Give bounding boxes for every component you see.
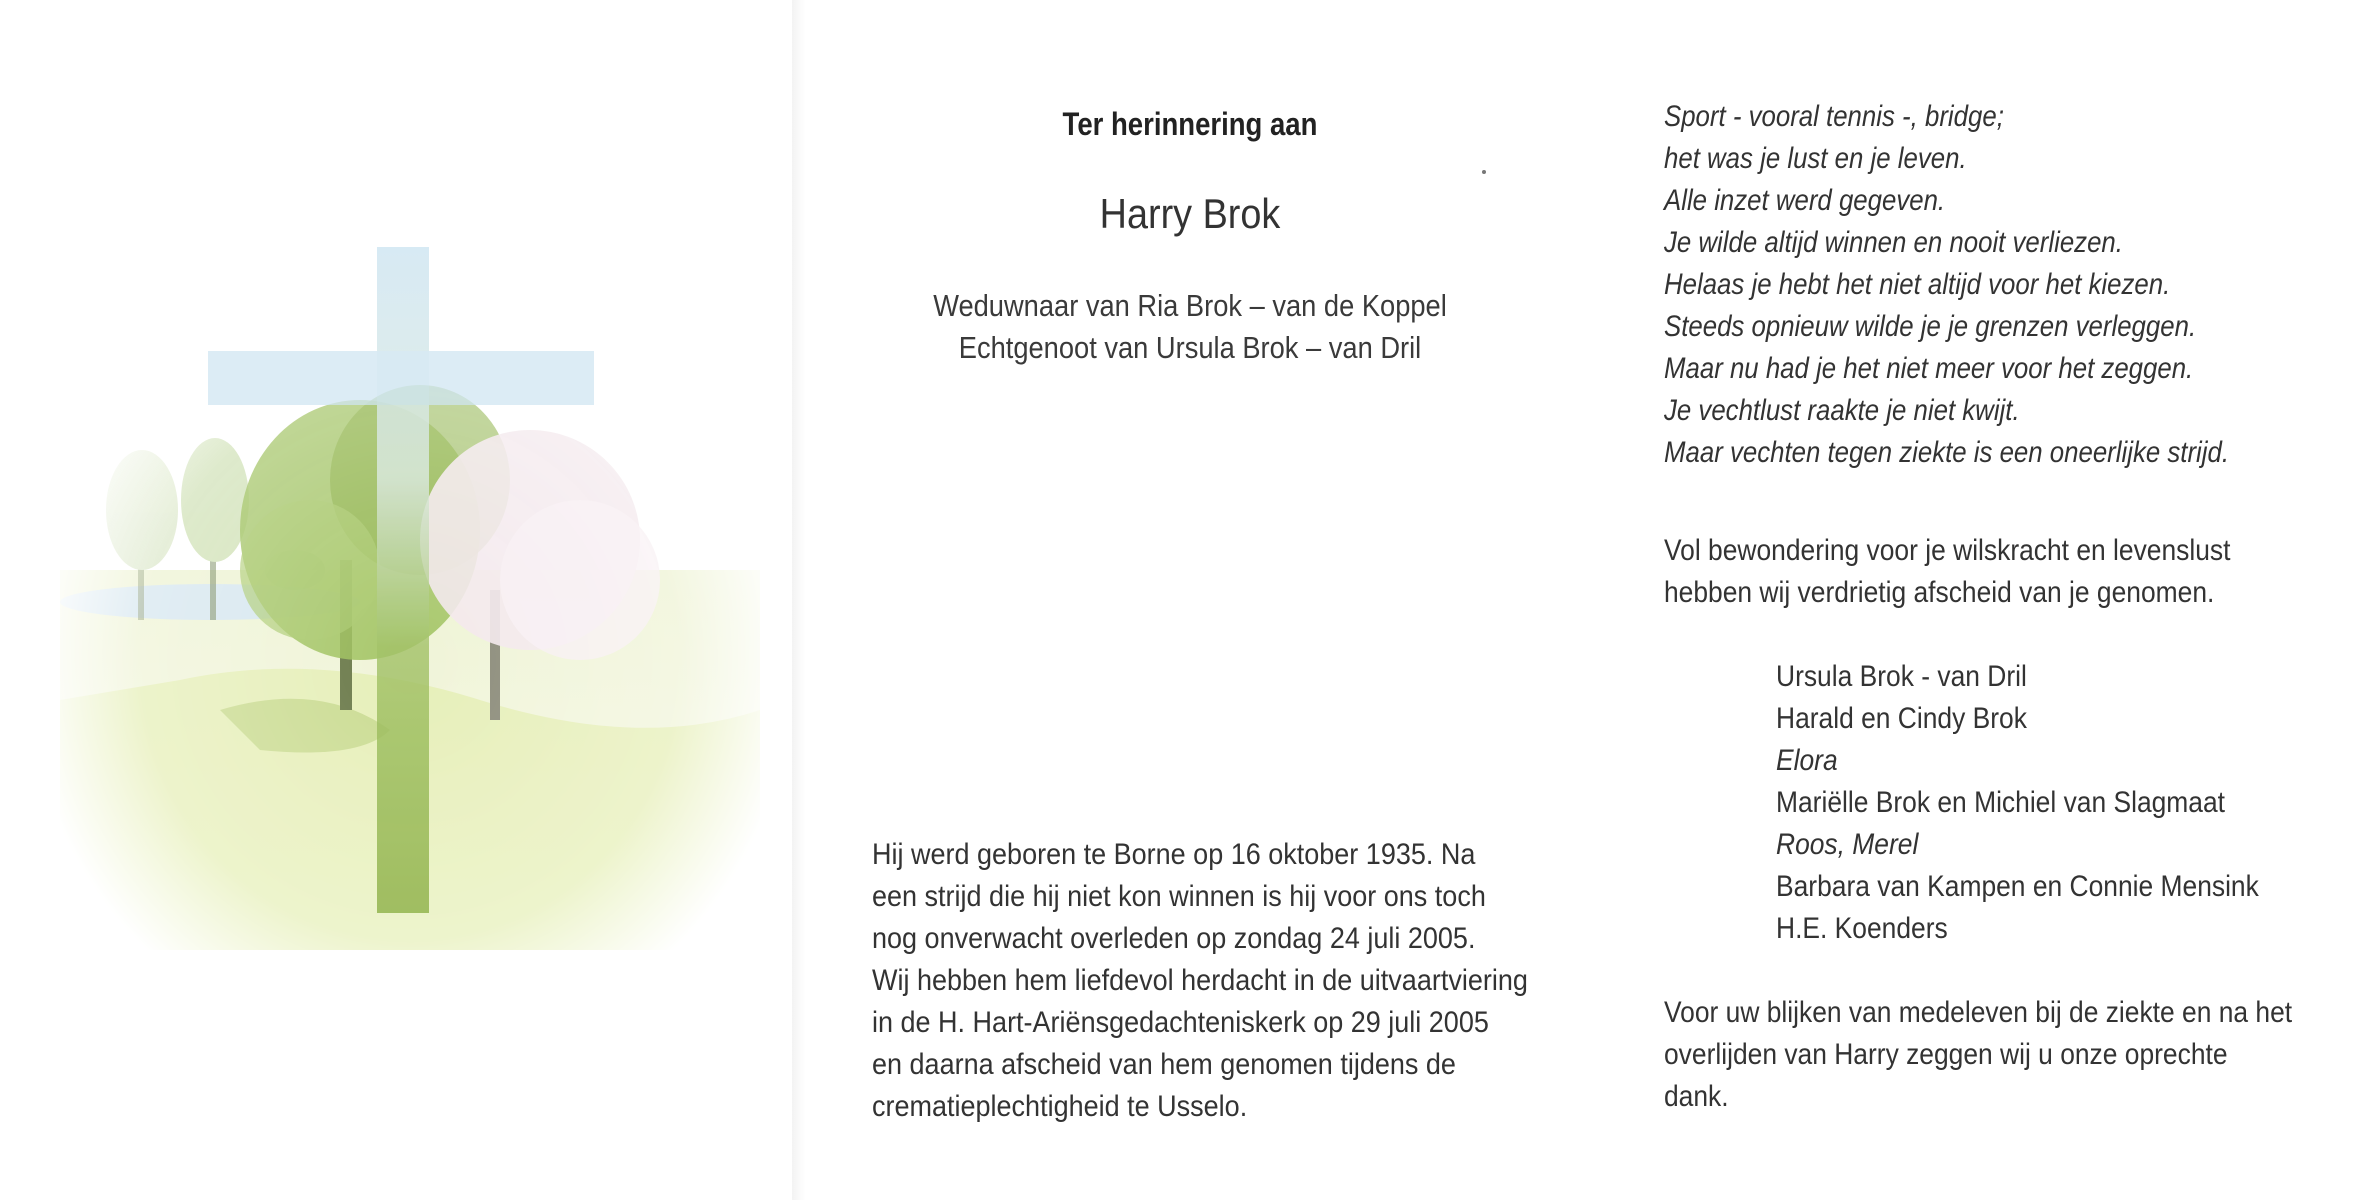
card-fold (792, 0, 806, 1200)
family-member: Barbara van Kampen en Connie Mensink (1776, 870, 2259, 903)
bio-line: Wij hebben hem liefdevol herdacht in de uitvaartviering (872, 964, 1528, 997)
bio-line: in de H. Hart-Ariënsgedachteniskerk op 29 juli 2005 (872, 1006, 1489, 1039)
poem-line: Maar nu had je het niet meer voor het zeggen. (1664, 352, 2194, 385)
bio-line: nog onverwacht overleden op zondag 24 juli 2005. (872, 922, 1476, 955)
poem-line: Steeds opnieuw wilde je je grenzen verleggen. (1664, 310, 2197, 343)
family-list (1776, 656, 2325, 950)
tribute-text (1664, 530, 2308, 614)
poem-line: Je vechtlust raakte je niet kwijt. (1664, 394, 2020, 427)
tribute-line: Vol bewondering voor je wilskracht en levenslust (1664, 534, 2231, 567)
relation-line-1: Weduwnaar van Ria Brok – van de Koppel (933, 288, 1447, 323)
card-left-panel (0, 0, 792, 1200)
deceased-name: Harry Brok (1099, 190, 1281, 237)
poem-line: het was je lust en je leven. (1664, 142, 1967, 175)
poem-line: Helaas je hebt het niet altijd voor het kiezen. (1664, 268, 2171, 301)
poem-line: Je wilde altijd winnen en nooit verliezen. (1664, 226, 2123, 259)
thanks-line: dank. (1664, 1080, 1729, 1113)
family-member: H.E. Koenders (1776, 912, 1948, 945)
family-member: Roos, Merel (1776, 828, 1919, 861)
family-member: Harald en Cindy Brok (1776, 702, 2027, 735)
poem (1664, 96, 2321, 474)
family-member: Elora (1776, 744, 1838, 777)
thanks-text (1664, 992, 2377, 1118)
family-member: Mariëlle Brok en Michiel van Slagmaat (1776, 786, 2226, 819)
relation-line-2: Echtgenoot van Ursula Brok – van Dril (958, 330, 1422, 365)
bio-line: en daarna afscheid van hem genomen tijdens de (872, 1048, 1456, 1081)
biography (872, 834, 1532, 1128)
cross-landscape-illustration (60, 230, 760, 950)
poem-line: Maar vechten tegen ziekte is een oneerlijke strijd. (1664, 436, 2230, 469)
bio-line: een strijd die hij niet kon winnen is hij voor ons toch (872, 880, 1486, 913)
bio-line: Hij werd geboren te Borne op 16 oktober 1935. Na (872, 838, 1476, 871)
bio-line: crematieplechtigheid te Usselo. (872, 1090, 1248, 1123)
tribute-line: hebben wij verdrietig afscheid van je genomen. (1664, 576, 2215, 609)
poem-line: Sport - vooral tennis -, bridge; (1664, 100, 2004, 133)
thanks-line: Voor uw blijken van medeleven bij de ziekte en na het (1664, 996, 2293, 1029)
memorial-heading: Ter herinnering aan (1062, 106, 1318, 142)
thanks-line: overlijden van Harry zeggen wij u onze oprechte (1664, 1038, 2228, 1071)
print-speck (1482, 170, 1486, 174)
poem-line: Alle inzet werd gegeven. (1664, 184, 1946, 217)
family-member: Ursula Brok - van Dril (1776, 660, 2027, 693)
